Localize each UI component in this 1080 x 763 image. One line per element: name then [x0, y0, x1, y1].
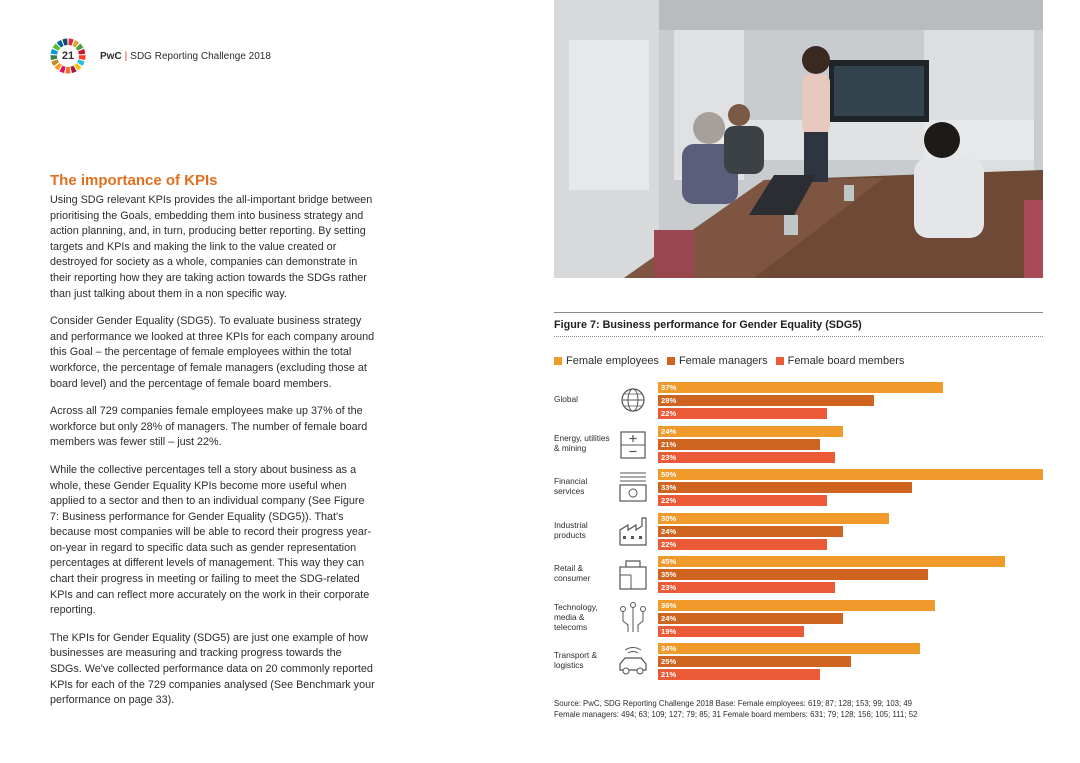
bar-value-label: 37%	[661, 383, 677, 392]
category-label: Global	[554, 394, 578, 404]
gender-equality-bar-chart	[554, 380, 1043, 686]
bar-value-label: 21%	[661, 670, 677, 679]
bar-female-managers	[658, 569, 928, 580]
bar-female-managers	[658, 656, 851, 667]
header-separator: |	[124, 50, 128, 62]
paragraph: Across all 729 companies female employees make up 37% of the workforce but only 28% of managers. The number of female board members was fewer still – just 22%.	[50, 405, 368, 449]
header-title	[100, 51, 271, 62]
bar-value-label: 24%	[661, 426, 677, 436]
legend-label: Female employees	[566, 355, 659, 367]
bar-female-managers	[658, 482, 912, 493]
shopping-bag-icon	[616, 555, 650, 593]
legend-label: Female managers	[678, 355, 768, 367]
bar-female-employees	[658, 382, 943, 393]
bar-value-label: 21%	[661, 439, 677, 449]
bar-value-label: 22%	[661, 409, 677, 418]
bar-female-managers	[658, 439, 820, 450]
bar-value-label: 24%	[661, 613, 677, 623]
bar-value-label: 28%	[661, 396, 677, 405]
category-label: Retail & consumer	[554, 563, 591, 583]
bar-female-managers	[658, 526, 843, 537]
legend-label: Female board members	[787, 355, 905, 367]
brand-name: PwC	[100, 50, 122, 62]
office-meeting-photo	[554, 0, 1043, 278]
bar-value-label: 35%	[661, 570, 677, 579]
category-label: Transport & logistics	[554, 650, 598, 670]
category-label: Financial services	[554, 476, 588, 496]
category-label: Energy, utilities & mining	[554, 432, 610, 453]
page-header	[50, 38, 271, 74]
factory-icon	[616, 512, 650, 550]
bar-female-employees	[658, 643, 920, 654]
bar-female-employees	[658, 556, 1005, 567]
bar-female-managers	[658, 395, 874, 406]
source-line: Source: PwC, SDG Reporting Challenge 2018 Base: Female employees: 619; 87; 128; 153; 99; 103; 49	[554, 699, 913, 708]
bar-value-label: 45%	[661, 557, 677, 566]
bar-female-employees	[658, 426, 843, 437]
bar-female-board-members	[658, 539, 827, 550]
bar-female-managers	[658, 613, 843, 624]
banknote-icon	[616, 468, 650, 506]
legend-swatch	[667, 357, 675, 365]
bar-value-label: 23%	[661, 452, 677, 462]
bar-value-label: 22%	[661, 539, 677, 549]
bar-value-label: 34%	[661, 644, 677, 653]
bar-female-board-members	[658, 452, 835, 463]
paragraph: Using SDG relevant KPIs provides the all-important bridge between prioritising the Goals, embedding them into business strategy and action planning, and, in turn, producing better reporting. By setting targets and KPIs and making the link to the value created or destroyed for society as a whole, companies can demonstrate in their reporting how they are taking action towards the SDGs rather than just talking about them in a non specific way.	[50, 194, 373, 300]
paragraph: While the collective percentages tell a story about business as a whole, these Gender Equality KPIs become more useful when applied to a sector and then to an individual company (See Figure 7: Business performance for Gender Equality (SDG5)). That's because most companies will be able to record their progress year-on-year in regard to specific data such as gender representation percentages at different levels of management. This way they can chart their progress in meeting or failing to meet the SDG-related KPIs and can reflect more accurately on the work in their corporate reporting.	[50, 463, 372, 617]
figure-source	[554, 698, 1043, 720]
sdg-wheel-logo	[50, 38, 86, 74]
bar-value-label: 23%	[661, 583, 677, 592]
bar-female-employees	[658, 513, 889, 524]
bar-female-board-members	[658, 408, 827, 419]
chart-legend	[554, 355, 912, 367]
bar-value-label: 36%	[661, 600, 677, 610]
legend-item-female-board-members	[776, 355, 905, 367]
bar-value-label: 25%	[661, 657, 677, 666]
figure-top-rule	[554, 312, 1043, 313]
legend-swatch	[776, 357, 784, 365]
figure-title: Figure 7: Business performance for Gender Equality (SDG5)	[554, 319, 862, 331]
car-icon	[616, 642, 650, 680]
figure-dotted-rule	[554, 336, 1043, 337]
section-heading: The importance of KPIs	[50, 172, 218, 189]
bar-value-label: 19%	[661, 626, 677, 636]
page-number: 21	[61, 50, 75, 62]
source-line: Female managers: 494; 63; 109; 127; 79; 85; 31 Female board members: 631; 79; 128; 156; 105; 111; 52	[554, 710, 918, 719]
bar-female-board-members	[658, 582, 835, 593]
legend-item-female-employees	[554, 355, 659, 367]
legend-item-female-managers	[667, 355, 768, 367]
paragraph: The KPIs for Gender Equality (SDG5) are just one example of how businesses are measuring and tracking progress towards the SDGs. We've collected performance data on 20 commonly reported KPIs for each of the 729 companies analysed (See Benchmark your performance on page 33).	[50, 631, 375, 707]
bar-value-label: 33%	[661, 483, 677, 492]
bar-female-board-members	[658, 669, 820, 680]
article-body	[50, 172, 375, 721]
legend-swatch	[554, 357, 562, 365]
bar-value-label: 50%	[661, 470, 677, 479]
bar-value-label: 22%	[661, 496, 677, 505]
paragraph: Consider Gender Equality (SDG5). To evaluate business strategy and performance we looked at three KPIs for each company around this Goal – the percentage of female employees within the total workforce, the percentage of female managers (excluding those at board level) and the percentage of female board members.	[50, 315, 375, 390]
bar-female-employees	[658, 469, 1043, 480]
category-label: Industrial products	[554, 519, 588, 540]
globe-icon	[616, 381, 650, 419]
circuit-icon	[616, 599, 650, 637]
bar-female-employees	[658, 600, 935, 611]
bar-value-label: 24%	[661, 526, 677, 536]
category-label: Technology, media & telecoms	[554, 601, 598, 632]
bar-female-board-members	[658, 495, 827, 506]
report-title: SDG Reporting Challenge 2018	[130, 50, 271, 62]
battery-icon	[616, 425, 650, 463]
bar-value-label: 30%	[661, 513, 677, 523]
bar-female-board-members	[658, 626, 804, 637]
